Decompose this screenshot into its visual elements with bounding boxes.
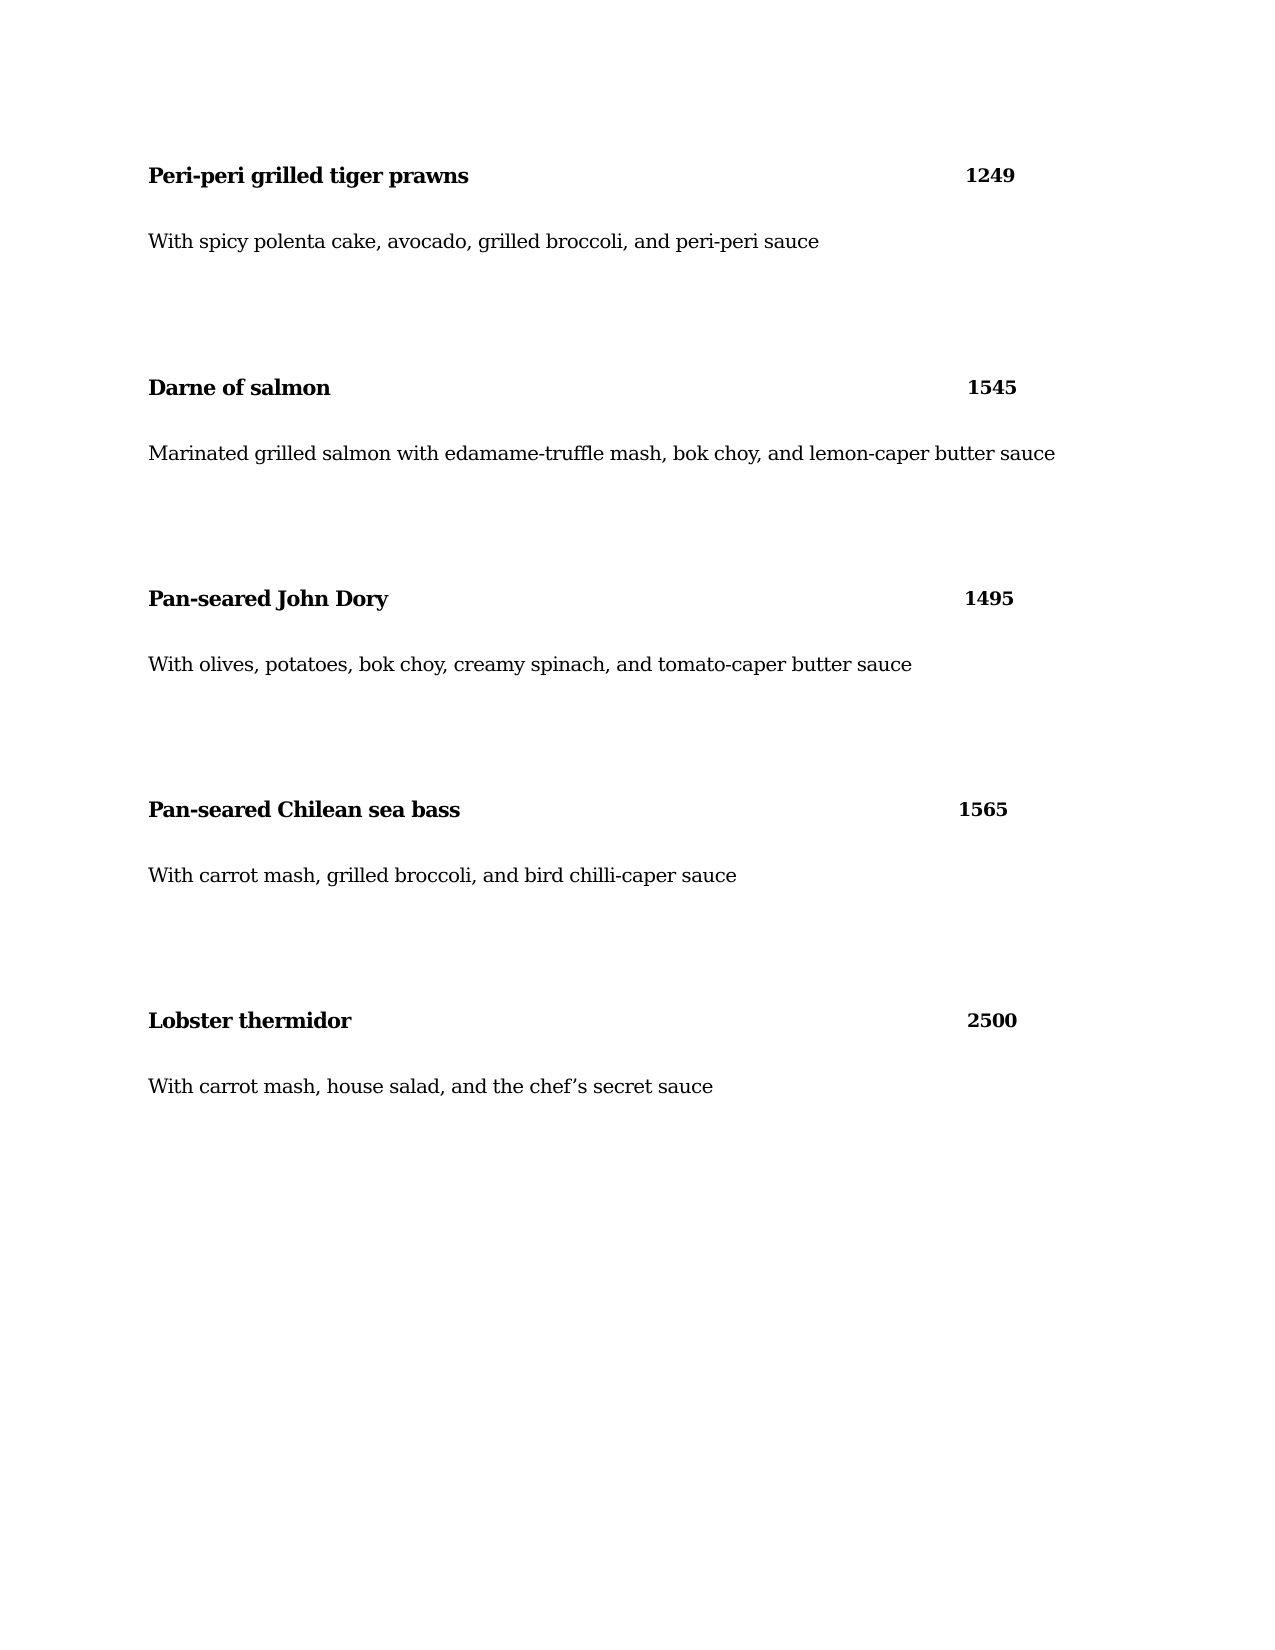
menu-item [148, 797, 1038, 937]
item-price: 1545 [967, 377, 1017, 399]
item-description: With olives, potatoes, bok choy, creamy spinach, and tomato-caper butter sauce [148, 652, 912, 676]
item-name: Pan-seared Chilean sea bass [148, 797, 460, 822]
menu-item [148, 586, 1038, 726]
item-name: Pan-seared John Dory [148, 586, 388, 611]
item-name: Peri-peri grilled tiger prawns [148, 163, 469, 188]
item-price: 1495 [964, 588, 1014, 610]
item-description: Marinated grilled salmon with edamame-truffle mash, bok choy, and lemon-caper butter sauce [148, 441, 1055, 465]
menu-item [148, 163, 1038, 303]
item-name: Darne of salmon [148, 375, 331, 400]
item-description: With carrot mash, grilled broccoli, and bird chilli-caper sauce [148, 863, 737, 887]
item-description: With spicy polenta cake, avocado, grilled broccoli, and peri-peri sauce [148, 229, 819, 253]
menu-item [148, 375, 1055, 515]
item-price: 1249 [965, 165, 1015, 187]
item-name: Lobster thermidor [148, 1008, 351, 1033]
item-price: 2500 [967, 1010, 1017, 1032]
menu-item [148, 1008, 1038, 1148]
item-description: With carrot mash, house salad, and the chef’s secret sauce [148, 1074, 713, 1098]
item-price: 1565 [958, 799, 1008, 821]
